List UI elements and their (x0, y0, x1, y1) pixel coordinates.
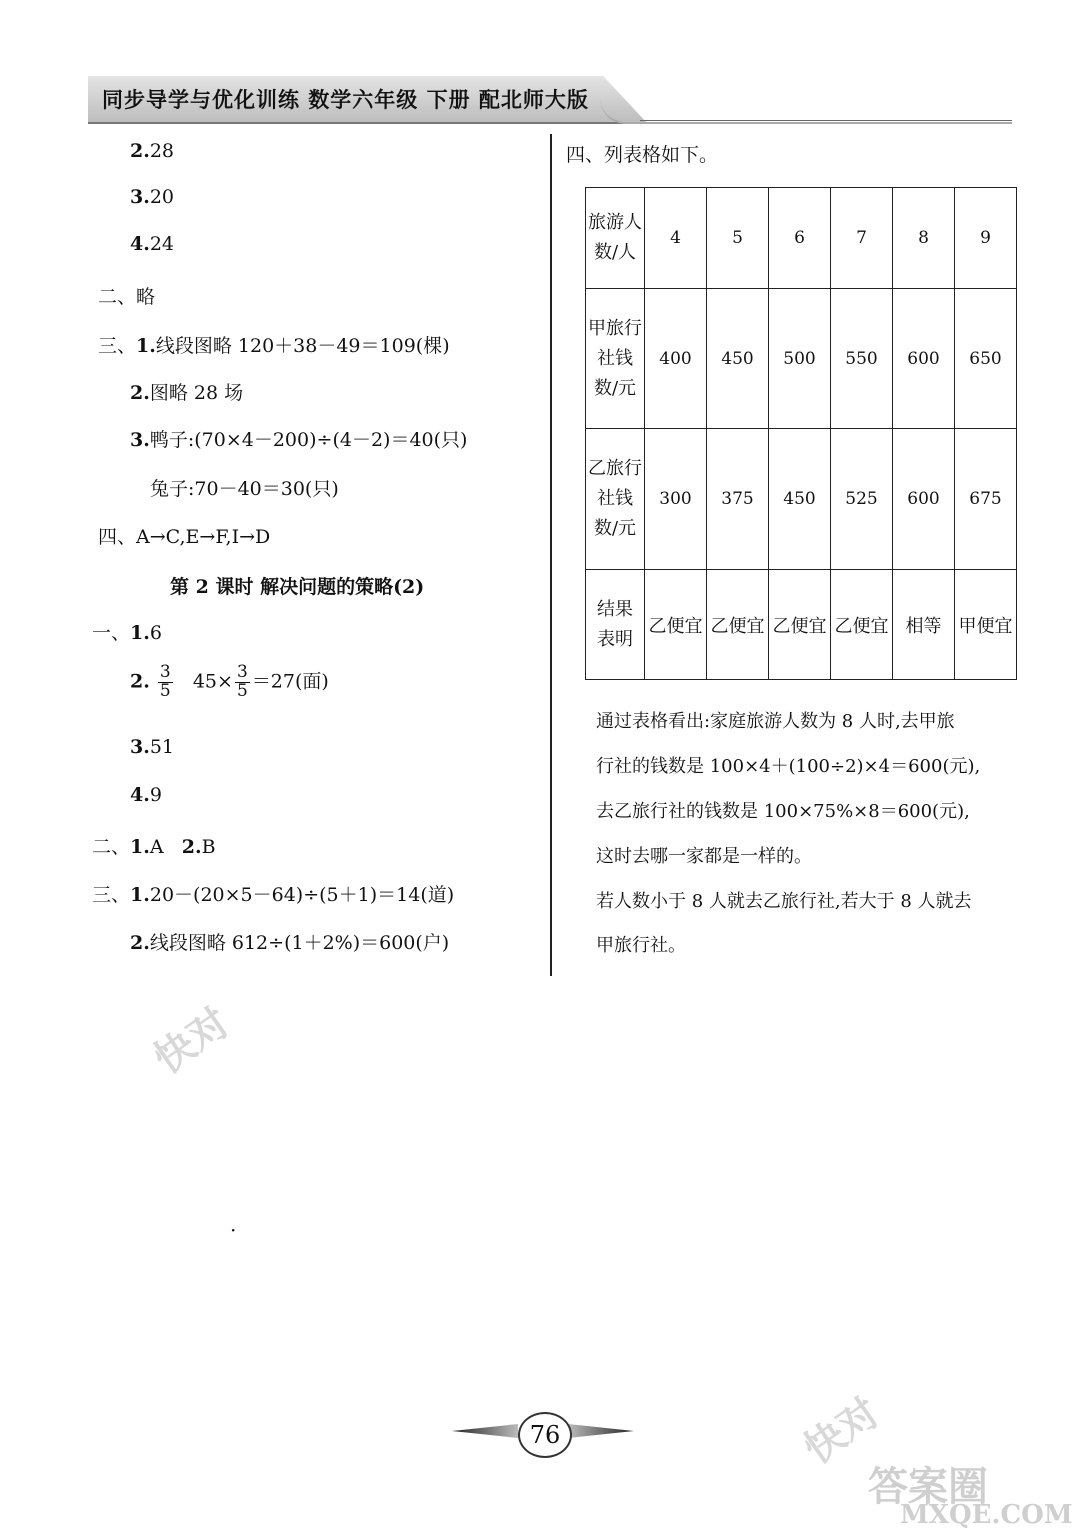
row-header: 甲旅行 社钱 数/元 (586, 289, 645, 429)
answer-line: 三、1.20－(20×5－64)÷(5＋1)＝14(道) (92, 884, 455, 906)
explanation-line: 这时去哪一家都是一样的。 (596, 846, 812, 867)
explanation-line: 去乙旅行社的钱数是 100×75%×8＝600(元), (596, 801, 970, 822)
watermark: 快对 (795, 1388, 888, 1474)
table-cell: 300 (645, 429, 707, 570)
explanation-line: 通过表格看出:家庭旅游人数为 8 人时,去甲旅 (596, 711, 955, 732)
table-cell: 5 (707, 188, 769, 289)
table-cell: 450 (769, 429, 831, 570)
table-cell: 8 (893, 188, 955, 289)
header-rule (640, 120, 1012, 121)
answer-line: 兔子:70－40＝30(只) (150, 478, 339, 500)
page-ornament-right (568, 1424, 634, 1438)
answer-line: 2.28 (130, 140, 175, 162)
answer-line: 3.20 (130, 186, 175, 208)
explanation-line: 甲旅行社。 (596, 935, 686, 956)
row-header: 乙旅行 社钱 数/元 (586, 429, 645, 570)
explanation-line: 若人数小于 8 人就去乙旅行社,若大于 8 人就去 (596, 891, 972, 912)
table-row (586, 289, 1017, 429)
table-cell: 450 (707, 289, 769, 429)
book-title: 同步导学与优化训练 数学六年级 下册 配北师大版 (102, 87, 589, 112)
answer-line: 4.9 (130, 784, 162, 806)
answer-line: 三、1.线段图略 120＋38－49＝109(棵) (98, 335, 450, 357)
table-cell: 650 (955, 289, 1017, 429)
table-row (586, 429, 1017, 570)
section-title: 第 2 课时 解决问题的策略(2) (170, 576, 425, 598)
page-number: 76 (518, 1412, 572, 1458)
answer-line: 3.鸭子:(70×4－200)÷(4－2)＝40(只) (130, 429, 468, 451)
table-cell: 525 (831, 429, 893, 570)
watermark-logo: 答案圈 (868, 1463, 988, 1510)
table-cell: 乙便宜 (645, 570, 707, 680)
table-cell: 4 (645, 188, 707, 289)
page-ornament-left (452, 1424, 518, 1438)
row-header: 结果 表明 (586, 570, 645, 680)
table-row (586, 570, 1017, 680)
watermark-url: MXQE.COM (900, 1500, 1073, 1530)
column-divider (550, 134, 552, 976)
table-cell: 甲便宜 (955, 570, 1017, 680)
table-cell: 6 (769, 188, 831, 289)
row-header: 旅游人 数/人 (586, 188, 645, 289)
stray-dot: · (230, 1218, 237, 1242)
right-heading: 四、列表格如下。 (566, 144, 719, 166)
table-cell: 550 (831, 289, 893, 429)
answer-line: 二、略 (98, 286, 156, 308)
table-cell: 600 (893, 429, 955, 570)
table-cell: 375 (707, 429, 769, 570)
answer-line: 一、1.6 (92, 622, 162, 644)
table-cell: 600 (893, 289, 955, 429)
table-cell: 相等 (893, 570, 955, 680)
table-cell: 乙便宜 (769, 570, 831, 680)
table-cell: 7 (831, 188, 893, 289)
watermark: 快对 (145, 998, 238, 1084)
answer-line: 4.24 (130, 233, 175, 255)
fraction: $\frac{3}{5}$ (159, 662, 171, 701)
answer-line: 2.线段图略 612÷(1＋2%)＝600(户) (130, 932, 450, 954)
answer-line: 2.图略 28 场 (130, 382, 244, 404)
table-cell: 400 (645, 289, 707, 429)
table-row (586, 188, 1017, 289)
table-cell: 9 (955, 188, 1017, 289)
answer-line-fraction: 2. $\frac{3}{5}$ 45× $\frac{3}{5}$ ＝27(面) (130, 662, 329, 701)
fraction: $\frac{3}{5}$ (236, 662, 248, 701)
explanation-line: 行社的钱数是 100×4＋(100÷2)×4＝600(元), (596, 756, 981, 777)
answer-line: 二、1.A 2.B (92, 836, 216, 858)
table-cell: 乙便宜 (707, 570, 769, 680)
price-table (585, 187, 1017, 680)
table-cell: 500 (769, 289, 831, 429)
answer-line: 四、A→C,E→F,I→D (98, 526, 271, 548)
table-cell: 675 (955, 429, 1017, 570)
answer-line: 3.51 (130, 736, 175, 758)
table-cell: 乙便宜 (831, 570, 893, 680)
